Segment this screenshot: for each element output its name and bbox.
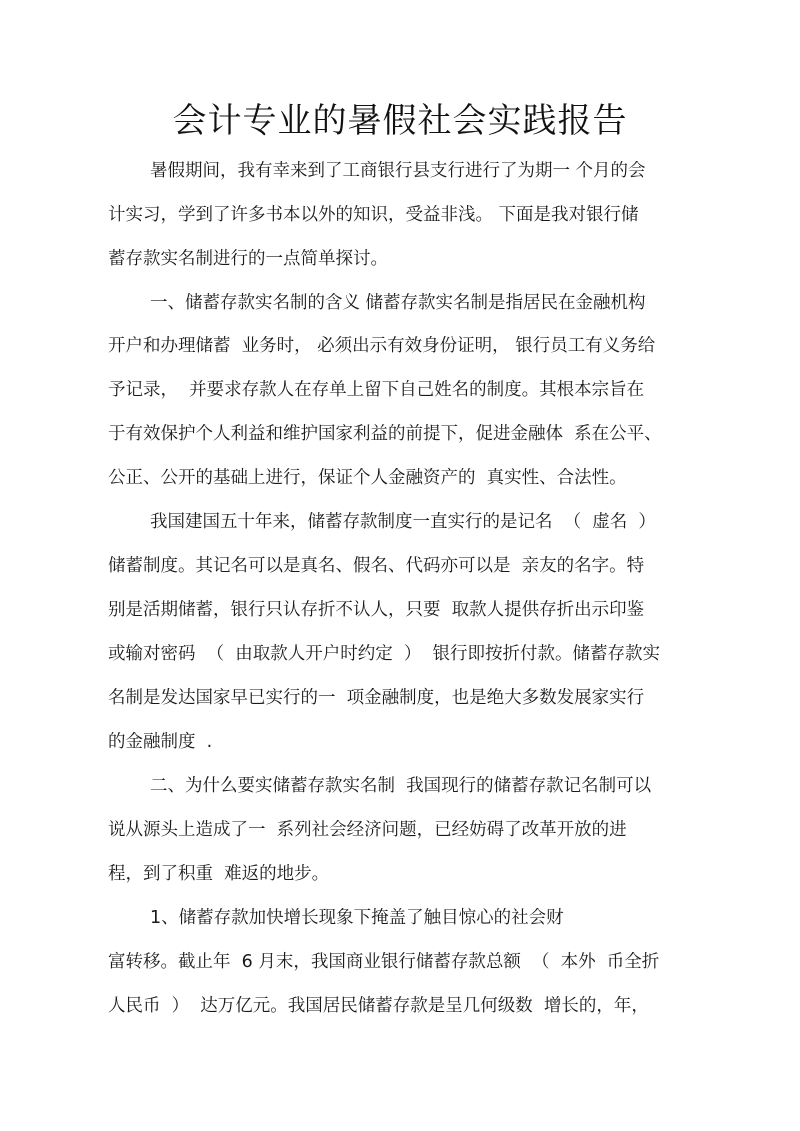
paragraph-line: 富转移。截止年 6 月末，我国商业银行储蓄存款总额 （ 本外 币全折 [108, 952, 660, 972]
paragraph-line: 开户和办理储蓄 业务时， 必须出示有效身份证明， 银行员工有义务给 [108, 336, 656, 356]
paragraph-line: 名制是发达国家早已实行的一 项金融制度，也是绝大多数发展家实行 [108, 688, 645, 708]
paragraph-line: 蓄存款实名制进行的一点简单探讨。 [108, 249, 388, 269]
paragraph-line: 于有效保护个人利益和维护国家利益的前提下，促进金融体 系在公平、 [108, 424, 662, 444]
paragraph-line: 程，到了积重 难返的地步。 [108, 864, 330, 884]
paragraph-line: 人民币 ） 达万亿元。我国居民储蓄存款是呈几何级数 增长的，年， [108, 996, 649, 1016]
paragraph-line: 二、为什么要实储蓄存款实名制 我国现行的储蓄存款记名制可以 [150, 776, 652, 796]
paragraph-line: 我国建国五十年来，储蓄存款制度一直实行的是记名 （ 虚名 ） [150, 512, 656, 532]
paragraph-line: 储蓄制度。其记名可以是真名、假名、代码亦可以是 亲友的名字。特 [108, 556, 645, 576]
paragraph-line: 公正、公开的基础上进行，保证个人金融资产的 真实性、合法性。 [108, 468, 627, 488]
paragraph-line: 或输对密码 （ 由取款人开户时约定 ） 银行即按折付款。储蓄存款实 [108, 644, 660, 664]
paragraph-line: 一、储蓄存款实名制的含义 储蓄存款实名制是指居民在金融机构 [150, 293, 646, 313]
paragraph-line: 计实习，学到了许多书本以外的知识，受益非浅。 下面是我对银行储 [108, 205, 639, 225]
paragraph-line: 别是活期储蓄，银行只认存折不认人，只要 取款人提供存折出示印鉴 [108, 600, 645, 620]
paragraph-line: 的金融制度 . [108, 732, 213, 752]
paragraph-line: 1、储蓄存款加快增长现象下掩盖了触目惊心的社会财 [150, 908, 564, 928]
paragraph-line: 暑假期间，我有幸来到了工商银行县支行进行了为期一 个月的会 [150, 161, 646, 181]
paragraph-line: 说从源头上造成了一 系列社会经济问题，已经妨碍了改革开放的进 [108, 820, 627, 840]
paragraph-line: 予记录， 并要求存款人在存单上留下自己姓名的制度。其根本宗旨在 [108, 380, 645, 400]
document-title: 会计专业的暑假社会实践报告 [172, 101, 628, 141]
